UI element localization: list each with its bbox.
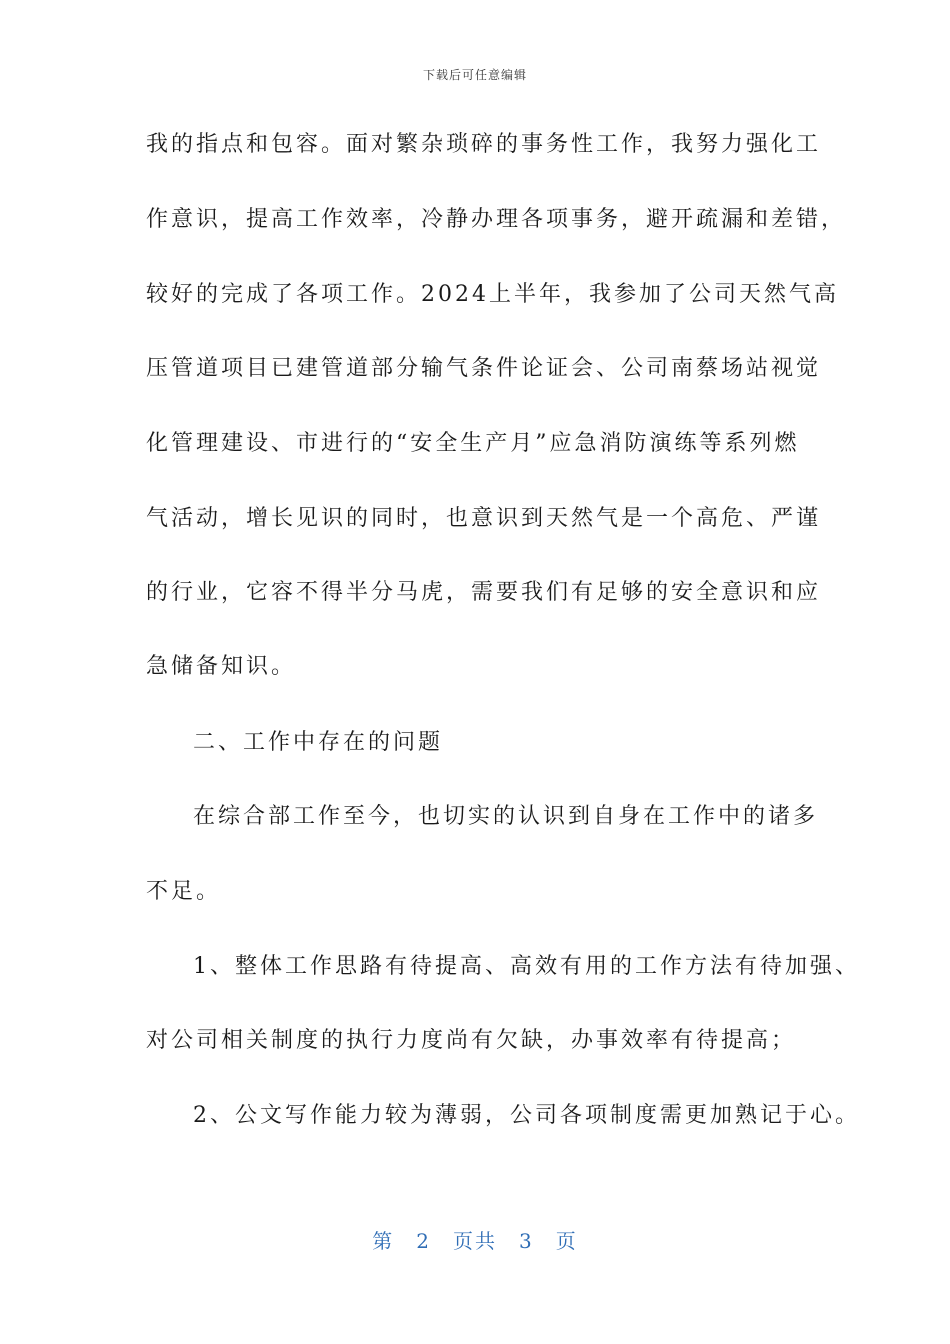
list-item: 2、公文写作能力较为薄弱，公司各项制度需更加熟记于心。 <box>193 1103 860 1128</box>
page-footer <box>0 1225 950 1254</box>
body-line: 在综合部工作至今，也切实的认识到自身在工作中的诸多 <box>193 804 819 829</box>
body-line: 不足。 <box>146 879 222 904</box>
footer-suffix: 页 <box>555 1229 578 1253</box>
footer-current-page: 2 <box>416 1229 431 1253</box>
footer-middle: 页共 <box>453 1229 497 1253</box>
body-line: 压管道项目已建管道部分输气条件论证会、公司南蔡场站视觉 <box>146 356 822 381</box>
section-heading: 二、工作中存在的问题 <box>193 730 444 755</box>
footer-total-pages: 3 <box>519 1229 534 1253</box>
list-item: 1、整体工作思路有待提高、高效有用的工作方法有待加强、 <box>193 954 860 979</box>
body-line: 的行业，它容不得半分马虎，需要我们有足够的安全意识和应 <box>146 580 822 605</box>
body-line: 较好的完成了各项工作。2024上半年，我参加了公司天然气高 <box>146 282 839 307</box>
body-line: 我的指点和包容。面对繁杂琐碎的事务性工作，我努力强化工 <box>146 132 822 157</box>
footer-prefix: 第 <box>372 1229 395 1253</box>
body-line: 气活动，增长见识的同时，也意识到天然气是一个高危、严谨 <box>146 506 822 531</box>
body-line: 对公司相关制度的执行力度尚有欠缺，办事效率有待提高； <box>146 1028 797 1053</box>
page-header: 下载后可任意编辑 <box>422 68 527 82</box>
body-line: 化管理建设、市进行的“安全生产月”应急消防演练等系列燃 <box>146 431 800 456</box>
body-line: 急储备知识。 <box>146 654 297 679</box>
body-line: 作意识，提高工作效率，冷静办理各项事务，避开疏漏和差错， <box>146 207 847 232</box>
